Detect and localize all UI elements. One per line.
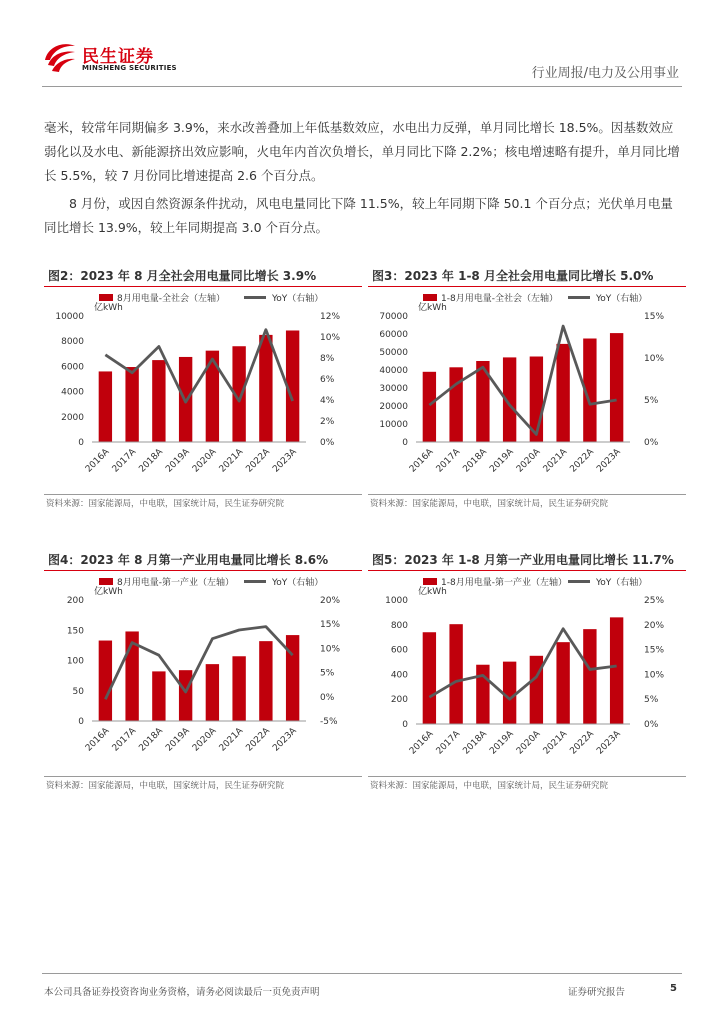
right-tick-label: 0% — [320, 438, 335, 448]
category-label: 2023A — [595, 447, 623, 475]
unit-label: 亿kWh — [418, 587, 447, 597]
bar — [99, 641, 112, 721]
left-tick-label: 8000 — [61, 337, 84, 348]
bar — [152, 360, 165, 442]
source-divider — [368, 494, 686, 495]
category-label: 2017A — [110, 447, 139, 475]
left-tick-label: 800 — [390, 620, 408, 631]
right-tick-label: 15% — [644, 312, 665, 322]
category-label: 2016A — [407, 447, 436, 475]
unit-label: 亿kWh — [418, 303, 447, 313]
report-type: 行业周报/电力及公用事业 — [531, 66, 679, 81]
figure-source: 资料来源：国家能源局，中电联，国家统计局，民生证券研究院 — [370, 499, 609, 509]
figure-title: 图4：2023 年 8 月第一产业用电量同比增长 8.6% — [44, 550, 362, 571]
bar — [449, 624, 462, 724]
category-label: 2018A — [461, 729, 489, 757]
category-label: 2018A — [137, 726, 165, 754]
left-tick-label: 100 — [66, 656, 84, 667]
right-tick-label: 8% — [320, 354, 335, 364]
left-tick-label: 600 — [390, 645, 408, 656]
right-tick-label: 0% — [644, 438, 659, 448]
legend-line-label: YoY（右轴） — [596, 294, 648, 304]
category-label: 2023A — [271, 726, 299, 754]
right-tick-label: 0% — [320, 692, 335, 703]
bar — [259, 335, 272, 442]
bar — [152, 671, 165, 721]
legend-bar-swatch — [423, 294, 437, 301]
category-label: 2023A — [271, 447, 299, 475]
left-tick-label: 70000 — [379, 312, 408, 322]
bar — [125, 367, 138, 442]
left-tick-label: 0 — [78, 717, 84, 727]
left-tick-label: 4000 — [61, 387, 84, 398]
bar — [423, 632, 436, 724]
left-tick-label: 400 — [390, 670, 408, 681]
right-tick-label: -5% — [320, 717, 338, 727]
page-number: 5 — [670, 983, 677, 994]
left-tick-label: 1000 — [385, 596, 408, 606]
bar — [259, 641, 272, 721]
category-label: 2021A — [217, 447, 246, 475]
left-tick-label: 50000 — [379, 348, 408, 358]
chart-figure-5 — [368, 572, 686, 772]
left-tick-label: 2000 — [61, 412, 84, 423]
right-tick-label: 15% — [320, 620, 341, 631]
category-label: 2016A — [83, 726, 112, 754]
bar — [286, 635, 299, 721]
right-tick-label: 0% — [644, 720, 659, 730]
category-label: 2022A — [244, 726, 272, 754]
left-tick-label: 0 — [402, 438, 408, 448]
right-tick-label: 10% — [320, 644, 341, 655]
right-tick-label: 12% — [320, 312, 341, 322]
body-text — [44, 116, 680, 240]
bar — [449, 367, 462, 442]
category-label: 2022A — [568, 447, 596, 475]
paragraph-1: 毫米，较常年同期偏多 3.9%，来水改善叠加上年低基数效应，水电出力反弹，单月同比增长 18.5%。因基数效应弱化以及水电、新能源挤出效应影响，火电年内首次负增长，单月同比下降 2.2%；核电增速略有提升，单月同比增长 5.5%，较 7 月份同比增速提高 2.6 个百分点。 — [44, 120, 680, 183]
category-label: 2019A — [164, 726, 192, 754]
legend-line-label: YoY（右轴） — [272, 294, 324, 304]
bar — [610, 617, 623, 724]
right-tick-label: 25% — [644, 596, 665, 606]
right-tick-label: 20% — [644, 620, 665, 631]
left-tick-label: 60000 — [379, 330, 408, 340]
left-tick-label: 10000 — [55, 312, 84, 322]
footer-divider — [42, 973, 682, 974]
page-header — [0, 0, 724, 88]
right-tick-label: 10% — [644, 670, 665, 681]
category-label: 2017A — [434, 729, 463, 757]
brand-name-en: MINSHENG SECURITIES — [82, 64, 177, 72]
brand-logo — [42, 40, 182, 80]
category-label: 2018A — [137, 447, 165, 475]
bar — [232, 656, 245, 721]
bar — [206, 664, 219, 721]
category-label: 2021A — [541, 447, 570, 475]
bar — [583, 629, 596, 724]
left-tick-label: 40000 — [379, 366, 408, 376]
right-tick-label: 20% — [320, 596, 341, 606]
category-label: 2016A — [83, 447, 112, 475]
category-label: 2016A — [407, 729, 436, 757]
left-tick-label: 20000 — [379, 402, 408, 412]
category-label: 2020A — [190, 726, 219, 754]
bar — [556, 642, 569, 724]
figure-title: 图3：2023 年 1-8 月全社会用电量同比增长 5.0% — [368, 266, 686, 287]
header-divider — [42, 86, 682, 87]
legend-line-label: YoY（右轴） — [272, 578, 324, 588]
right-tick-label: 6% — [320, 375, 335, 385]
category-label: 2022A — [568, 729, 596, 757]
legend-bar-swatch — [99, 578, 113, 585]
unit-label: 亿kWh — [94, 303, 123, 313]
paragraph-2: 8 月份，或因自然资源条件扰动，风电电量同比下降 11.5%，较上年同期下降 50.1 个百分点；光伏单月电量同比增长 13.9%，较上年同期提高 3.0 个百分点。 — [44, 196, 673, 235]
category-label: 2021A — [541, 729, 570, 757]
category-label: 2020A — [514, 729, 543, 757]
legend-bar-label: 8月用电量-全社会（左轴） — [117, 294, 225, 304]
category-label: 2023A — [595, 729, 623, 757]
chart-figure-4 — [44, 572, 362, 772]
right-tick-label: 4% — [320, 396, 335, 406]
bar — [556, 344, 569, 442]
right-tick-label: 10% — [320, 333, 341, 343]
left-tick-label: 50 — [72, 686, 84, 697]
left-tick-label: 10000 — [379, 420, 408, 430]
source-divider — [44, 494, 362, 495]
bar — [503, 662, 516, 724]
figure-title: 图5：2023 年 1-8 月第一产业用电量同比增长 11.7% — [368, 550, 686, 571]
figure-source: 资料来源：国家能源局，中电联，国家统计局，民生证券研究院 — [370, 781, 609, 791]
category-label: 2022A — [244, 447, 272, 475]
bar — [179, 670, 192, 721]
unit-label: 亿kWh — [94, 587, 123, 597]
category-label: 2018A — [461, 447, 489, 475]
left-tick-label: 200 — [390, 695, 408, 706]
source-divider — [368, 776, 686, 777]
left-tick-label: 150 — [66, 626, 84, 637]
category-label: 2017A — [110, 726, 139, 754]
category-label: 2021A — [217, 726, 246, 754]
legend-bar-swatch — [423, 578, 437, 585]
figure-title: 图2：2023 年 8 月全社会用电量同比增长 3.9% — [44, 266, 362, 287]
right-tick-label: 10% — [644, 354, 665, 364]
left-tick-label: 0 — [402, 720, 408, 730]
category-label: 2017A — [434, 447, 463, 475]
category-label: 2019A — [488, 729, 516, 757]
bar — [476, 665, 489, 724]
category-label: 2019A — [488, 447, 516, 475]
left-tick-label: 30000 — [379, 384, 408, 394]
right-tick-label: 2% — [320, 417, 335, 427]
figure-source: 资料来源：国家能源局，中电联，国家统计局，民生证券研究院 — [46, 781, 285, 791]
bar — [610, 333, 623, 442]
category-label: 2020A — [190, 447, 219, 475]
left-tick-label: 6000 — [61, 362, 84, 373]
left-tick-label: 200 — [66, 596, 84, 606]
bar — [99, 371, 112, 442]
chart-figure-2 — [44, 288, 362, 498]
footer-report-label: 证券研究报告 — [568, 987, 626, 998]
legend-line-label: YoY（右轴） — [596, 578, 648, 588]
right-tick-label: 15% — [644, 645, 665, 656]
left-tick-label: 0 — [78, 438, 84, 448]
legend-bar-label: 1-8月用电量-全社会（左轴） — [441, 294, 558, 304]
bar — [423, 372, 436, 442]
brand-name: 民生证券 — [82, 47, 154, 67]
category-label: 2020A — [514, 447, 543, 475]
legend-bar-swatch — [99, 294, 113, 301]
figure-source: 资料来源：国家能源局，中电联，国家统计局，民生证券研究院 — [46, 499, 285, 509]
category-label: 2019A — [164, 447, 192, 475]
chart-figure-3 — [368, 288, 686, 498]
source-divider — [44, 776, 362, 777]
right-tick-label: 5% — [644, 396, 659, 406]
right-tick-label: 5% — [320, 668, 335, 679]
footer-disclaimer: 本公司具备证券投资咨询业务资格，请务必阅读最后一页免责声明 — [44, 987, 320, 998]
logo-mark-icon — [42, 40, 78, 74]
right-tick-label: 5% — [644, 695, 659, 706]
legend-bar-label: 1-8月用电量-第一产业（左轴） — [441, 578, 567, 588]
legend-bar-label: 8月用电量-第一产业（左轴） — [117, 578, 234, 588]
